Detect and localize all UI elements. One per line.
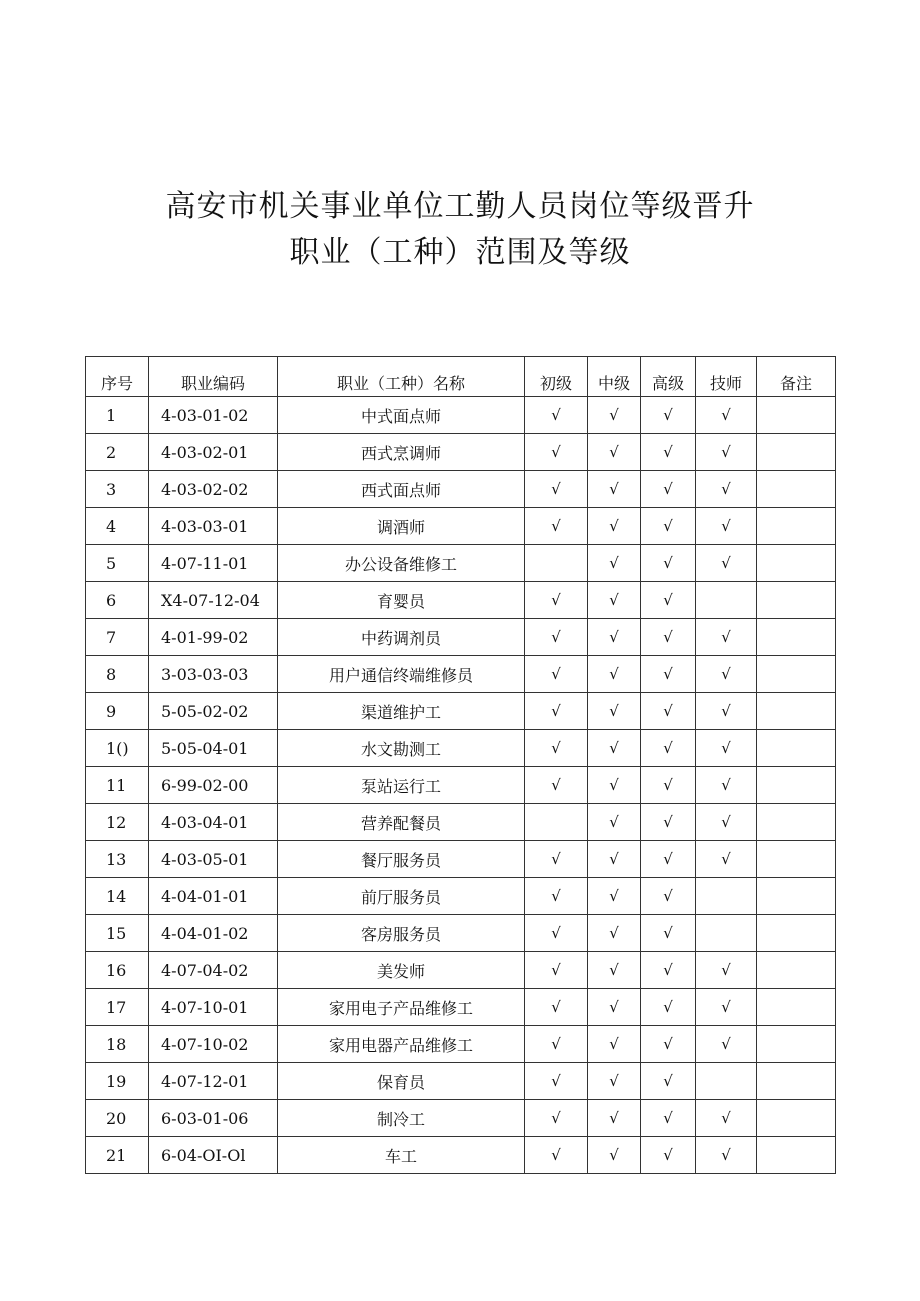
cell-senior: √ bbox=[641, 582, 696, 619]
cell-senior: √ bbox=[641, 915, 696, 952]
cell-junior: √ bbox=[525, 1063, 588, 1100]
cell-index: 1() bbox=[86, 730, 149, 767]
cell-note bbox=[757, 471, 836, 508]
cell-technician: √ bbox=[696, 1026, 757, 1063]
cell-intermediate: √ bbox=[588, 841, 641, 878]
cell-index: 11 bbox=[86, 767, 149, 804]
cell-code: 6-03-01-06 bbox=[149, 1100, 278, 1137]
cell-note bbox=[757, 804, 836, 841]
cell-note bbox=[757, 434, 836, 471]
cell-code: 4-03-01-02 bbox=[149, 397, 278, 434]
cell-note bbox=[757, 767, 836, 804]
cell-index: 21 bbox=[86, 1137, 149, 1174]
cell-name: 育婴员 bbox=[278, 582, 525, 619]
cell-code: 4-07-11-01 bbox=[149, 545, 278, 582]
header-junior: 初级 bbox=[525, 357, 588, 397]
cell-technician: √ bbox=[696, 1100, 757, 1137]
cell-technician: √ bbox=[696, 471, 757, 508]
cell-note bbox=[757, 693, 836, 730]
cell-note bbox=[757, 989, 836, 1026]
cell-intermediate: √ bbox=[588, 545, 641, 582]
cell-senior: √ bbox=[641, 397, 696, 434]
cell-senior: √ bbox=[641, 434, 696, 471]
cell-name: 餐厅服务员 bbox=[278, 841, 525, 878]
table-row bbox=[86, 1137, 836, 1174]
cell-senior: √ bbox=[641, 1026, 696, 1063]
cell-name: 家用电子产品维修工 bbox=[278, 989, 525, 1026]
cell-code: 4-03-02-01 bbox=[149, 434, 278, 471]
cell-index: 4 bbox=[86, 508, 149, 545]
cell-note bbox=[757, 1137, 836, 1174]
cell-senior: √ bbox=[641, 804, 696, 841]
cell-name: 渠道维护工 bbox=[278, 693, 525, 730]
cell-index: 3 bbox=[86, 471, 149, 508]
cell-note bbox=[757, 582, 836, 619]
cell-code: 4-04-01-02 bbox=[149, 915, 278, 952]
cell-technician: √ bbox=[696, 656, 757, 693]
cell-note bbox=[757, 656, 836, 693]
cell-technician: √ bbox=[696, 1137, 757, 1174]
cell-senior: √ bbox=[641, 952, 696, 989]
cell-index: 20 bbox=[86, 1100, 149, 1137]
cell-intermediate: √ bbox=[588, 804, 641, 841]
table-row bbox=[86, 1100, 836, 1137]
cell-junior: √ bbox=[525, 1100, 588, 1137]
cell-index: 14 bbox=[86, 878, 149, 915]
cell-intermediate: √ bbox=[588, 989, 641, 1026]
document-title-line-1: 高安市机关事业单位工勤人员岗位等级晋升 bbox=[165, 189, 755, 224]
cell-code: 4-07-12-01 bbox=[149, 1063, 278, 1100]
cell-code: 6-99-02-00 bbox=[149, 767, 278, 804]
cell-technician bbox=[696, 1063, 757, 1100]
table-row bbox=[86, 1063, 836, 1100]
cell-code: 3-03-03-03 bbox=[149, 656, 278, 693]
cell-junior: √ bbox=[525, 1026, 588, 1063]
table-row bbox=[86, 693, 836, 730]
cell-technician: √ bbox=[696, 989, 757, 1026]
cell-intermediate: √ bbox=[588, 471, 641, 508]
cell-code: 4-01-99-02 bbox=[149, 619, 278, 656]
cell-index: 1 bbox=[86, 397, 149, 434]
cell-intermediate: √ bbox=[588, 915, 641, 952]
cell-senior: √ bbox=[641, 878, 696, 915]
cell-code: 4-03-03-01 bbox=[149, 508, 278, 545]
header-intermediate: 中级 bbox=[588, 357, 641, 397]
cell-technician: √ bbox=[696, 767, 757, 804]
cell-name: 车工 bbox=[278, 1137, 525, 1174]
cell-note bbox=[757, 1100, 836, 1137]
cell-name: 办公设备维修工 bbox=[278, 545, 525, 582]
cell-junior: √ bbox=[525, 508, 588, 545]
cell-note bbox=[757, 508, 836, 545]
cell-code: 5-05-04-01 bbox=[149, 730, 278, 767]
cell-note bbox=[757, 619, 836, 656]
cell-code: 4-07-04-02 bbox=[149, 952, 278, 989]
cell-senior: √ bbox=[641, 508, 696, 545]
cell-technician bbox=[696, 878, 757, 915]
cell-index: 13 bbox=[86, 841, 149, 878]
cell-intermediate: √ bbox=[588, 1137, 641, 1174]
table-row bbox=[86, 915, 836, 952]
cell-note bbox=[757, 915, 836, 952]
cell-senior: √ bbox=[641, 989, 696, 1026]
cell-code: 4-07-10-01 bbox=[149, 989, 278, 1026]
table-row bbox=[86, 397, 836, 434]
cell-name: 家用电器产品维修工 bbox=[278, 1026, 525, 1063]
table-row bbox=[86, 989, 836, 1026]
cell-note bbox=[757, 1026, 836, 1063]
cell-index: 8 bbox=[86, 656, 149, 693]
cell-index: 12 bbox=[86, 804, 149, 841]
cell-junior bbox=[525, 545, 588, 582]
cell-code: 6-04-OI-Ol bbox=[149, 1137, 278, 1174]
header-index: 序号 bbox=[86, 357, 149, 397]
cell-junior: √ bbox=[525, 1137, 588, 1174]
cell-intermediate: √ bbox=[588, 878, 641, 915]
cell-name: 调酒师 bbox=[278, 508, 525, 545]
cell-technician: √ bbox=[696, 508, 757, 545]
occupation-grade-table bbox=[85, 356, 836, 1174]
cell-intermediate: √ bbox=[588, 656, 641, 693]
table-row bbox=[86, 952, 836, 989]
cell-junior: √ bbox=[525, 397, 588, 434]
cell-junior: √ bbox=[525, 434, 588, 471]
cell-technician bbox=[696, 582, 757, 619]
cell-name: 美发师 bbox=[278, 952, 525, 989]
cell-technician: √ bbox=[696, 619, 757, 656]
cell-code: 4-04-01-01 bbox=[149, 878, 278, 915]
cell-note bbox=[757, 730, 836, 767]
table-row bbox=[86, 619, 836, 656]
cell-technician: √ bbox=[696, 804, 757, 841]
cell-name: 西式面点师 bbox=[278, 471, 525, 508]
cell-senior: √ bbox=[641, 545, 696, 582]
table-row bbox=[86, 841, 836, 878]
cell-junior: √ bbox=[525, 582, 588, 619]
cell-intermediate: √ bbox=[588, 619, 641, 656]
cell-junior: √ bbox=[525, 841, 588, 878]
table-row bbox=[86, 804, 836, 841]
header-note: 备注 bbox=[757, 357, 836, 397]
cell-name: 中药调剂员 bbox=[278, 619, 525, 656]
cell-index: 17 bbox=[86, 989, 149, 1026]
cell-technician: √ bbox=[696, 693, 757, 730]
header-code: 职业编码 bbox=[149, 357, 278, 397]
cell-index: 2 bbox=[86, 434, 149, 471]
table-header-row bbox=[86, 357, 836, 397]
cell-intermediate: √ bbox=[588, 730, 641, 767]
cell-senior: √ bbox=[641, 619, 696, 656]
cell-intermediate: √ bbox=[588, 434, 641, 471]
table-row bbox=[86, 767, 836, 804]
table-row bbox=[86, 508, 836, 545]
cell-junior: √ bbox=[525, 989, 588, 1026]
cell-name: 营养配餐员 bbox=[278, 804, 525, 841]
cell-intermediate: √ bbox=[588, 508, 641, 545]
cell-name: 保育员 bbox=[278, 1063, 525, 1100]
cell-senior: √ bbox=[641, 730, 696, 767]
cell-note bbox=[757, 952, 836, 989]
cell-note bbox=[757, 878, 836, 915]
cell-junior: √ bbox=[525, 730, 588, 767]
table-row bbox=[86, 471, 836, 508]
cell-senior: √ bbox=[641, 841, 696, 878]
cell-code: X4-07-12-04 bbox=[149, 582, 278, 619]
cell-technician: √ bbox=[696, 397, 757, 434]
cell-index: 16 bbox=[86, 952, 149, 989]
cell-note bbox=[757, 397, 836, 434]
cell-junior: √ bbox=[525, 693, 588, 730]
table-body bbox=[86, 397, 836, 1174]
cell-junior: √ bbox=[525, 915, 588, 952]
cell-senior: √ bbox=[641, 656, 696, 693]
cell-code: 4-07-10-02 bbox=[149, 1026, 278, 1063]
cell-name: 用户通信终端维修员 bbox=[278, 656, 525, 693]
cell-index: 5 bbox=[86, 545, 149, 582]
cell-junior bbox=[525, 804, 588, 841]
cell-intermediate: √ bbox=[588, 952, 641, 989]
cell-intermediate: √ bbox=[588, 1100, 641, 1137]
table-row bbox=[86, 730, 836, 767]
cell-code: 4-03-04-01 bbox=[149, 804, 278, 841]
cell-index: 6 bbox=[86, 582, 149, 619]
cell-note bbox=[757, 545, 836, 582]
table-row bbox=[86, 1026, 836, 1063]
table-row bbox=[86, 878, 836, 915]
cell-senior: √ bbox=[641, 767, 696, 804]
table-row bbox=[86, 545, 836, 582]
cell-code: 4-03-02-02 bbox=[149, 471, 278, 508]
table-row bbox=[86, 656, 836, 693]
cell-junior: √ bbox=[525, 619, 588, 656]
cell-junior: √ bbox=[525, 656, 588, 693]
cell-intermediate: √ bbox=[588, 1063, 641, 1100]
cell-index: 15 bbox=[86, 915, 149, 952]
cell-intermediate: √ bbox=[588, 582, 641, 619]
cell-note bbox=[757, 1063, 836, 1100]
cell-intermediate: √ bbox=[588, 767, 641, 804]
cell-index: 9 bbox=[86, 693, 149, 730]
cell-junior: √ bbox=[525, 767, 588, 804]
table-row bbox=[86, 582, 836, 619]
cell-name: 水文勘测工 bbox=[278, 730, 525, 767]
cell-code: 5-05-02-02 bbox=[149, 693, 278, 730]
cell-junior: √ bbox=[525, 952, 588, 989]
cell-senior: √ bbox=[641, 1100, 696, 1137]
cell-name: 前厅服务员 bbox=[278, 878, 525, 915]
cell-technician: √ bbox=[696, 952, 757, 989]
cell-technician bbox=[696, 915, 757, 952]
cell-index: 18 bbox=[86, 1026, 149, 1063]
cell-technician: √ bbox=[696, 545, 757, 582]
cell-senior: √ bbox=[641, 1063, 696, 1100]
document-title-line-2: 职业（工种）范围及等级 bbox=[289, 235, 631, 270]
cell-senior: √ bbox=[641, 1137, 696, 1174]
cell-name: 泵站运行工 bbox=[278, 767, 525, 804]
cell-intermediate: √ bbox=[588, 397, 641, 434]
header-technician: 技师 bbox=[696, 357, 757, 397]
cell-name: 客房服务员 bbox=[278, 915, 525, 952]
cell-index: 19 bbox=[86, 1063, 149, 1100]
table-row bbox=[86, 434, 836, 471]
header-name: 职业（工种）名称 bbox=[278, 357, 525, 397]
cell-note bbox=[757, 841, 836, 878]
cell-intermediate: √ bbox=[588, 1026, 641, 1063]
header-senior: 高级 bbox=[641, 357, 696, 397]
cell-junior: √ bbox=[525, 471, 588, 508]
cell-technician: √ bbox=[696, 434, 757, 471]
cell-code: 4-03-05-01 bbox=[149, 841, 278, 878]
cell-index: 7 bbox=[86, 619, 149, 656]
cell-senior: √ bbox=[641, 471, 696, 508]
cell-technician: √ bbox=[696, 730, 757, 767]
cell-technician: √ bbox=[696, 841, 757, 878]
cell-name: 中式面点师 bbox=[278, 397, 525, 434]
cell-name: 制冷工 bbox=[278, 1100, 525, 1137]
cell-name: 西式烹调师 bbox=[278, 434, 525, 471]
cell-intermediate: √ bbox=[588, 693, 641, 730]
cell-junior: √ bbox=[525, 878, 588, 915]
cell-senior: √ bbox=[641, 693, 696, 730]
